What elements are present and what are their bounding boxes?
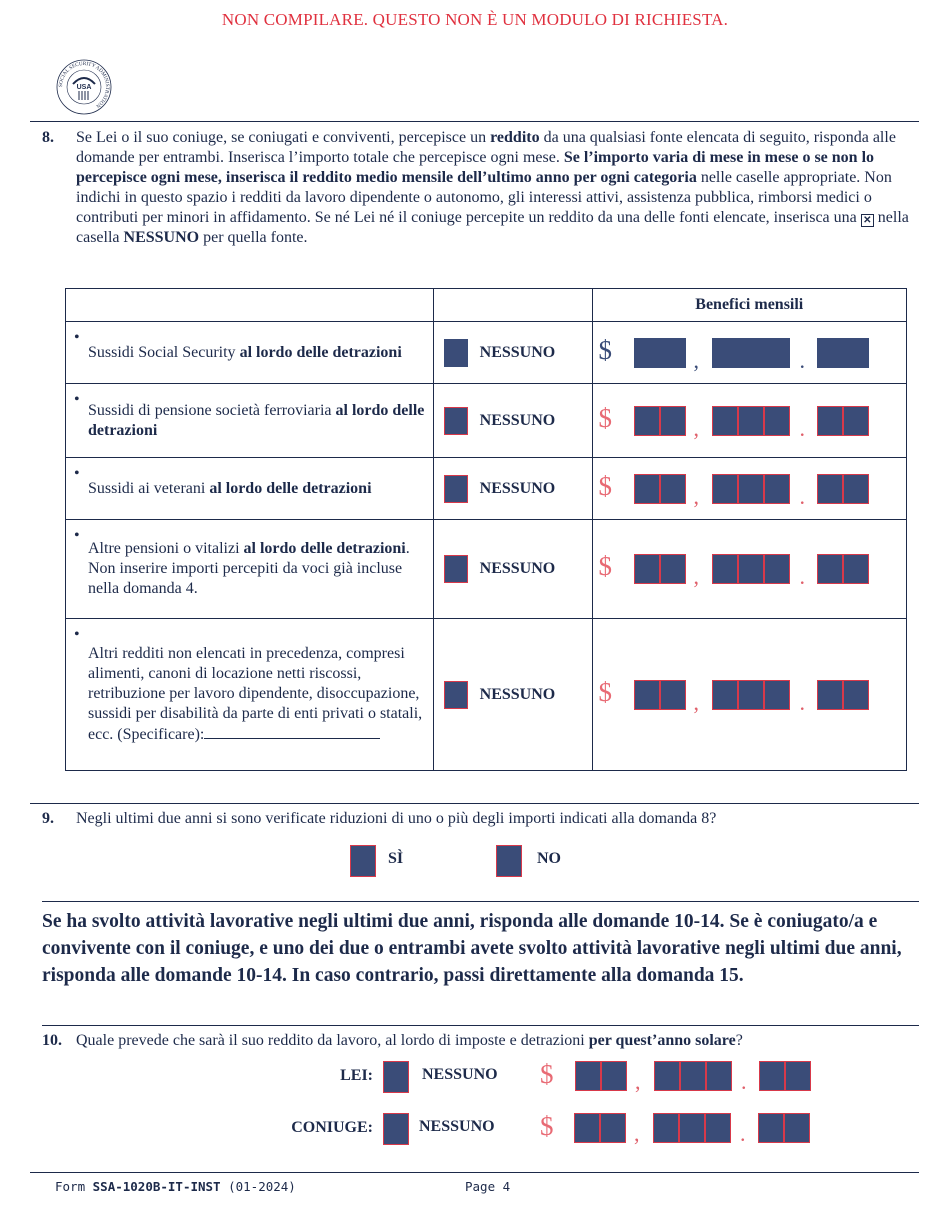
lei-dollar-sign: $	[540, 1059, 554, 1089]
footer-form-id: SSA-1020B-IT-INST	[92, 1179, 221, 1194]
question-9	[42, 809, 922, 831]
comma-separator: ,	[693, 415, 700, 441]
bullet-icon: •	[74, 329, 80, 346]
yes-checkbox[interactable]	[350, 845, 376, 877]
lei-none-checkbox[interactable]	[383, 1061, 409, 1093]
comma-separator: ,	[693, 689, 700, 715]
top-rule	[30, 121, 919, 122]
footer-form-date: (01-2024)	[220, 1179, 296, 1194]
question-8	[42, 128, 922, 253]
amount-digit-box[interactable]	[634, 406, 660, 436]
lei-amount-digit-box[interactable]	[785, 1061, 811, 1091]
rule-q10	[42, 1025, 919, 1026]
bullet-icon: •	[74, 391, 80, 408]
amount-digit-box[interactable]	[634, 338, 660, 368]
income-source: • Altri redditi non elencati in precedenza, compresi alimenti, canoni di locazione netti riscossi, retribuzione per lavoro dipendente, disoccupazione, sussidi per disabilità da parte di enti privati o statali, ecc. (Specificare):	[66, 619, 434, 771]
coniuge-comma-separator: ,	[634, 1121, 640, 1146]
income-table	[65, 288, 907, 771]
amount-cell	[592, 520, 906, 619]
amount-digit-box[interactable]	[764, 554, 790, 584]
coniuge-amount-digit-box[interactable]	[679, 1113, 705, 1143]
amount-digit-box[interactable]	[712, 474, 738, 504]
amount-digit-box[interactable]	[764, 406, 790, 436]
none-label: NESSUNO	[479, 685, 556, 703]
q9-text: Negli ultimi due anni si sono verificate riduzioni di uno o più degli importi indicati alla domanda 8?	[76, 810, 717, 827]
amount-cell	[592, 322, 906, 384]
amount-digit-box[interactable]	[843, 554, 869, 584]
none-cell	[433, 322, 592, 384]
amount-digit-box[interactable]	[634, 554, 660, 584]
none-cell	[433, 384, 592, 458]
footer-page-number: Page 4	[465, 1179, 511, 1194]
checked-box-icon: ✕	[861, 214, 874, 227]
amount-digit-box[interactable]	[764, 338, 790, 368]
decimal-separator: .	[799, 564, 806, 589]
table-row	[66, 322, 907, 384]
lei-amount-digit-box[interactable]	[680, 1061, 706, 1091]
q10-text: Quale prevede che sarà il suo reddito da lavoro, al lordo di imposte e detrazioni per quest’anno solare?	[76, 1032, 743, 1049]
footer-rule	[30, 1172, 919, 1173]
amount-digit-box[interactable]	[738, 406, 764, 436]
amount-digit-box[interactable]	[712, 680, 738, 710]
amount-digit-box[interactable]	[817, 338, 843, 368]
bullet-icon: •	[74, 527, 80, 544]
no-label: NO	[537, 850, 561, 867]
coniuge-amount-digit-box[interactable]	[600, 1113, 626, 1143]
amount-digit-box[interactable]	[817, 474, 843, 504]
coniuge-none-checkbox[interactable]	[383, 1113, 409, 1145]
q8-number: 8.	[42, 129, 54, 146]
bullet-icon: •	[74, 626, 80, 643]
work-instruction: Se ha svolto attività lavorative negli ultimi due anni, risponda alle domande 10-14. Se è coniugato/a e convivente con il coniuge, e uno dei due o entrambi avete svolto attività lavorative negli ultimi due anni, risponda alle domande 10-14. In caso contrario, passi direttamente alla domanda 15.	[42, 911, 902, 986]
coniuge-decimal-separator: .	[740, 1121, 746, 1146]
footer	[55, 1179, 511, 1194]
amount-digit-box[interactable]	[660, 406, 686, 436]
yes-label: SÌ	[388, 850, 404, 867]
amount-digit-box[interactable]	[660, 680, 686, 710]
lei-amount-digit-box[interactable]	[575, 1061, 601, 1091]
lei-amount-digit-box[interactable]	[601, 1061, 627, 1091]
q9-number: 9.	[42, 810, 54, 827]
dollar-sign: $	[598, 676, 613, 707]
lei-none-label: NESSUNO	[422, 1066, 498, 1083]
none-checkbox[interactable]	[444, 339, 468, 367]
amount-digit-box[interactable]	[843, 406, 869, 436]
amount-digit-box[interactable]	[660, 474, 686, 504]
rule-q9	[30, 803, 919, 804]
amount-digit-box[interactable]	[712, 554, 738, 584]
lei-amount-digit-box[interactable]	[759, 1061, 785, 1091]
ssa-logo	[55, 58, 113, 116]
table-row	[66, 384, 907, 458]
none-label: NESSUNO	[479, 411, 556, 429]
specify-field[interactable]	[204, 724, 380, 739]
amount-digit-box[interactable]	[843, 474, 869, 504]
lei-comma-separator: ,	[635, 1069, 641, 1094]
table-row	[66, 619, 907, 771]
amount-digit-box[interactable]	[634, 680, 660, 710]
q10-number: 10.	[42, 1032, 62, 1049]
income-source: • Altre pensioni o vitalizi al lordo delle detrazioni. Non inserire importi percepiti da voci già incluse nella domanda 4.	[66, 520, 434, 619]
none-cell	[433, 520, 592, 619]
dollar-sign: $	[598, 402, 613, 433]
none-checkbox[interactable]	[444, 681, 468, 709]
amount-digit-box[interactable]	[660, 338, 686, 368]
amount-cell	[592, 384, 906, 458]
none-cell	[433, 619, 592, 771]
table-row	[66, 520, 907, 619]
amount-digit-box[interactable]	[817, 554, 843, 584]
comma-separator: ,	[693, 483, 700, 509]
table-row	[66, 458, 907, 520]
amount-digit-box[interactable]	[712, 338, 738, 368]
dollar-sign: $	[598, 551, 613, 581]
none-checkbox[interactable]	[444, 407, 468, 435]
decimal-separator: .	[799, 415, 806, 441]
amount-digit-box[interactable]	[764, 680, 790, 710]
question-10	[42, 1031, 922, 1053]
header-empty-1	[66, 289, 434, 322]
none-label: NESSUNO	[479, 560, 556, 577]
coniuge-amount-digit-box[interactable]	[784, 1113, 810, 1143]
logo-ring-text: SOCIAL SECURITY ADMINISTRATION	[57, 60, 111, 109]
bullet-icon: •	[74, 465, 80, 482]
coniuge-label: CONIUGE:	[291, 1119, 373, 1136]
coniuge-dollar-sign: $	[540, 1111, 554, 1141]
none-label: NESSUNO	[479, 343, 556, 361]
none-checkbox[interactable]	[444, 475, 468, 503]
amount-digit-box[interactable]	[764, 474, 790, 504]
none-cell	[433, 458, 592, 520]
lei-decimal-separator: .	[741, 1069, 747, 1094]
logo-usa-text: USA	[76, 84, 92, 91]
amount-digit-box[interactable]	[738, 338, 764, 368]
comma-separator: ,	[693, 347, 700, 373]
header-monthly-benefits: Benefici mensili	[592, 289, 906, 322]
amount-digit-box[interactable]	[738, 554, 764, 584]
amount-digit-box[interactable]	[634, 474, 660, 504]
amount-digit-box[interactable]	[738, 680, 764, 710]
decimal-separator: .	[799, 689, 806, 715]
decimal-separator: .	[799, 347, 806, 373]
coniuge-amount-digit-box[interactable]	[574, 1113, 600, 1143]
income-source: • Sussidi di pensione società ferroviaria al lordo delle detrazioni	[66, 384, 434, 458]
footer-form-prefix: Form	[55, 1179, 93, 1194]
none-label: NESSUNO	[479, 479, 556, 497]
coniuge-amount-digit-box[interactable]	[705, 1113, 731, 1143]
income-source: • Sussidi Social Security al lordo delle detrazioni	[66, 322, 434, 384]
lei-amount-digit-box[interactable]	[654, 1061, 680, 1091]
amount-cell	[592, 619, 906, 771]
amount-digit-box[interactable]	[712, 406, 738, 436]
table-header-row	[66, 289, 907, 322]
amount-digit-box[interactable]	[843, 338, 869, 368]
coniuge-none-label: NESSUNO	[419, 1118, 495, 1135]
income-source: • Sussidi ai veterani al lordo delle detrazioni	[66, 458, 434, 520]
header-empty-2	[433, 289, 592, 322]
no-checkbox[interactable]	[496, 845, 522, 877]
coniuge-amount-digit-box[interactable]	[758, 1113, 784, 1143]
q8-text: Se Lei o il suo coniuge, se coniugati e conviventi, percepisce un reddito da una qualsiasi fonte elencata di seguito, risponda alle domande per entrambi. Inserisca l’importo totale che percepisce ogni mese. Se l’importo varia di mese in mese o se non lo percepisce ogni mese, inserisca il reddito medio mensile dell’ultimo anno per ogni categoria nelle caselle appropriate. Non indichi in questo spazio i redditi da lavoro dipendente o autonomo, gli interessi attivi, assistenza pubblica, rimborsi medici o contributi per minori in affidamento. Se né Lei né il coniuge percepite un reddito da una delle fonti elencate, inserisca una ✕ nella casella NESSUNO per quella fonte.	[76, 129, 909, 246]
coniuge-amount-digit-box[interactable]	[653, 1113, 679, 1143]
lei-label: LEI:	[340, 1067, 373, 1084]
lei-amount-digit-box[interactable]	[706, 1061, 732, 1091]
comma-separator: ,	[693, 564, 700, 589]
amount-digit-box[interactable]	[738, 474, 764, 504]
none-checkbox[interactable]	[444, 555, 468, 583]
rule-instruction	[42, 901, 919, 902]
dollar-sign: $	[598, 470, 613, 501]
amount-digit-box[interactable]	[817, 680, 843, 710]
amount-digit-box[interactable]	[817, 406, 843, 436]
amount-cell	[592, 458, 906, 520]
amount-digit-box[interactable]	[843, 680, 869, 710]
amount-digit-box[interactable]	[660, 554, 686, 584]
dollar-sign: $	[598, 334, 613, 365]
do-not-complete-banner: NON COMPILARE. QUESTO NON È UN MODULO DI RICHIESTA.	[221, 10, 729, 29]
decimal-separator: .	[799, 483, 806, 509]
